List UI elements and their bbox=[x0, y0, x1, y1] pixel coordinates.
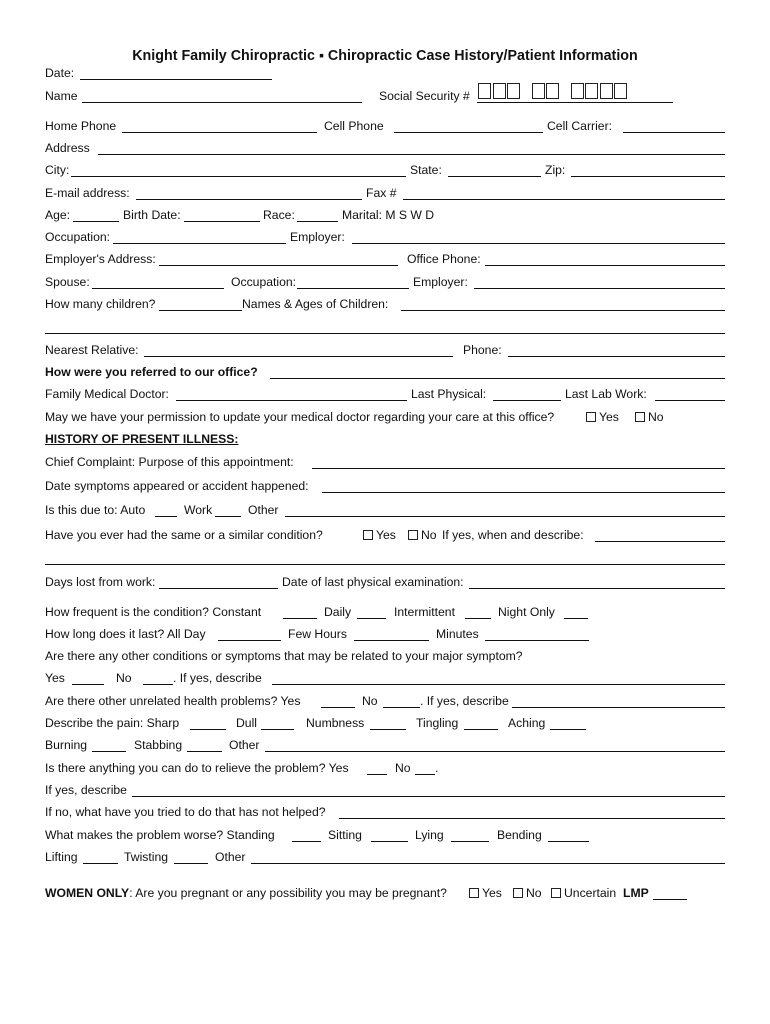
date-last-exam-field[interactable] bbox=[469, 588, 725, 589]
similar-no[interactable]: No bbox=[408, 528, 437, 542]
checkbox-icon bbox=[586, 412, 596, 422]
other-conditions-describe-field[interactable] bbox=[272, 684, 725, 685]
lmp-field[interactable] bbox=[653, 899, 687, 900]
children-names-label: Names & Ages of Children: bbox=[242, 297, 389, 311]
relative-phone-field[interactable] bbox=[508, 356, 725, 357]
dull-field[interactable] bbox=[261, 729, 294, 730]
birth-date-field[interactable] bbox=[184, 221, 260, 222]
if-yes-when-field[interactable] bbox=[595, 541, 725, 542]
dull-label: Dull bbox=[236, 716, 257, 730]
twisting-field[interactable] bbox=[174, 863, 208, 864]
unrelated-no-field[interactable] bbox=[383, 707, 420, 708]
address-field[interactable] bbox=[98, 154, 725, 155]
aching-field[interactable] bbox=[550, 729, 586, 730]
work-field[interactable] bbox=[215, 516, 241, 517]
pain-other-field[interactable] bbox=[265, 751, 725, 752]
standing-field[interactable] bbox=[292, 841, 321, 842]
employer-field[interactable] bbox=[352, 243, 725, 244]
referred-label: How were you referred to our office? bbox=[45, 365, 258, 379]
bending-field[interactable] bbox=[548, 841, 589, 842]
form-title: Knight Family Chiropractic ▪ Chiropractic Case History/Patient Information bbox=[132, 48, 638, 64]
last-physical-field[interactable] bbox=[493, 400, 561, 401]
daily-field[interactable] bbox=[357, 618, 386, 619]
unrelated-describe-label: . If yes, describe bbox=[420, 694, 509, 708]
ssn-boxes[interactable] bbox=[478, 83, 629, 102]
ssn-label: Social Security # bbox=[379, 89, 470, 103]
describe-pain-label: Describe the pain: Sharp bbox=[45, 716, 180, 730]
bending-label: Bending bbox=[497, 828, 542, 842]
due-to-other-label: Other bbox=[248, 503, 279, 517]
age-field[interactable] bbox=[73, 221, 119, 222]
other-conditions-yes-field[interactable] bbox=[72, 684, 104, 685]
referred-field[interactable] bbox=[270, 378, 725, 379]
due-to-auto-label: Is this due to: Auto bbox=[45, 503, 146, 517]
pregnant-no[interactable]: No bbox=[513, 886, 542, 900]
checkbox-icon bbox=[408, 530, 418, 540]
burning-field[interactable] bbox=[92, 751, 126, 752]
other-conditions-describe-label: . If yes, describe bbox=[173, 671, 262, 685]
pregnant-uncertain[interactable]: Uncertain bbox=[551, 886, 616, 900]
race-field[interactable] bbox=[297, 221, 338, 222]
fax-label: Fax # bbox=[366, 186, 397, 200]
pain-other-label: Other bbox=[229, 738, 260, 752]
zip-field[interactable] bbox=[571, 176, 725, 177]
lying-label: Lying bbox=[415, 828, 444, 842]
aching-label: Aching bbox=[508, 716, 546, 730]
employers-address-label: Employer's Address: bbox=[45, 252, 156, 266]
days-lost-field[interactable] bbox=[159, 588, 278, 589]
tingling-label: Tingling bbox=[416, 716, 459, 730]
email-label: E-mail address: bbox=[45, 186, 130, 200]
email-field[interactable] bbox=[136, 199, 362, 200]
if-no-tried-field[interactable] bbox=[339, 818, 725, 819]
if-yes-when-label: If yes, when and describe: bbox=[442, 528, 584, 542]
employers-address-field[interactable] bbox=[159, 265, 398, 266]
unrelated-yes-field[interactable] bbox=[321, 707, 355, 708]
state-label: State: bbox=[410, 163, 442, 177]
date-label: Date: bbox=[45, 66, 75, 80]
intermittent-label: Intermittent bbox=[394, 605, 455, 619]
permission-no[interactable]: No bbox=[635, 410, 664, 424]
unrelated-label: Are there other unrelated health problems? Yes bbox=[45, 694, 301, 708]
checkbox-icon bbox=[635, 412, 645, 422]
relieve-period: . bbox=[435, 761, 439, 775]
constant-field[interactable] bbox=[283, 618, 317, 619]
last-physical-label: Last Physical: bbox=[411, 387, 487, 401]
family-doctor-field[interactable] bbox=[176, 400, 407, 401]
office-phone-label: Office Phone: bbox=[407, 252, 481, 266]
phone-label: Phone: bbox=[463, 343, 502, 357]
sharp-field[interactable] bbox=[190, 729, 226, 730]
children-label: How many children? bbox=[45, 297, 156, 311]
spouse-field[interactable] bbox=[92, 288, 224, 289]
date-field[interactable] bbox=[80, 79, 272, 80]
occupation-field[interactable] bbox=[113, 243, 286, 244]
children-extra-line[interactable] bbox=[45, 333, 725, 334]
lying-field[interactable] bbox=[451, 841, 489, 842]
name-field[interactable] bbox=[82, 102, 362, 103]
few-hours-label: Few Hours bbox=[288, 627, 347, 641]
relieve-describe-label: If yes, describe bbox=[45, 783, 127, 797]
address-label: Address bbox=[45, 141, 90, 155]
pregnant-yes[interactable]: Yes bbox=[469, 886, 502, 900]
spouse-label: Spouse: bbox=[45, 275, 90, 289]
race-label: Race: bbox=[263, 208, 295, 222]
nearest-relative-field[interactable] bbox=[144, 356, 453, 357]
due-to-other-field[interactable] bbox=[285, 516, 725, 517]
worse-other-label: Other bbox=[215, 850, 246, 864]
how-long-label: How long does it last? All Day bbox=[45, 627, 206, 641]
minutes-label: Minutes bbox=[436, 627, 479, 641]
family-doctor-label: Family Medical Doctor: bbox=[45, 387, 169, 401]
women-only-text: WOMEN ONLY: Are you pregnant or any possibility you may be pregnant? bbox=[45, 886, 447, 900]
relieve-describe-field[interactable] bbox=[132, 796, 725, 797]
occupation-label: Occupation: bbox=[45, 230, 111, 244]
checkbox-icon bbox=[551, 888, 561, 898]
checkbox-icon bbox=[363, 530, 373, 540]
numbness-field[interactable] bbox=[370, 729, 406, 730]
home-phone-field[interactable] bbox=[122, 132, 317, 133]
checkbox-icon bbox=[469, 888, 479, 898]
how-frequent-label: How frequent is the condition? Constant bbox=[45, 605, 262, 619]
night-only-label: Night Only bbox=[498, 605, 555, 619]
worse-other-field[interactable] bbox=[251, 863, 725, 864]
home-phone-label: Home Phone bbox=[45, 119, 117, 133]
history-heading: HISTORY OF PRESENT ILLNESS: bbox=[45, 432, 239, 446]
relieve-yes-field[interactable] bbox=[367, 774, 387, 775]
other-conditions-no-label: No bbox=[116, 671, 132, 685]
other-conditions-label: Are there any other conditions or symptoms that may be related to your major symptom? bbox=[45, 649, 523, 663]
cell-carrier-field[interactable] bbox=[623, 132, 725, 133]
if-no-tried-label: If no, what have you tried to do that has not helped? bbox=[45, 805, 326, 819]
stabbing-label: Stabbing bbox=[134, 738, 183, 752]
auto-field[interactable] bbox=[155, 516, 177, 517]
permission-yes[interactable]: Yes bbox=[586, 410, 619, 424]
office-phone-field[interactable] bbox=[485, 265, 725, 266]
birth-date-label: Birth Date: bbox=[123, 208, 181, 222]
twisting-label: Twisting bbox=[124, 850, 169, 864]
chief-complaint-label: Chief Complaint: Purpose of this appointment: bbox=[45, 455, 294, 469]
permission-label: May we have your permission to update your medical doctor regarding your care at this office? bbox=[45, 410, 555, 424]
numbness-label: Numbness bbox=[306, 716, 365, 730]
days-lost-label: Days lost from work: bbox=[45, 575, 156, 589]
minutes-field[interactable] bbox=[485, 640, 589, 641]
children-count-field[interactable] bbox=[159, 310, 242, 311]
relieve-no-field[interactable] bbox=[415, 774, 435, 775]
all-day-field[interactable] bbox=[218, 640, 281, 641]
spouse-occupation-label: Occupation: bbox=[231, 275, 297, 289]
employer-label: Employer: bbox=[290, 230, 345, 244]
ssn-underline bbox=[477, 102, 673, 103]
intermittent-field[interactable] bbox=[465, 618, 491, 619]
stabbing-field[interactable] bbox=[187, 751, 222, 752]
lifting-field[interactable] bbox=[83, 863, 118, 864]
spouse-employer-label: Employer: bbox=[413, 275, 468, 289]
worse-label: What makes the problem worse? Standing bbox=[45, 828, 275, 842]
last-lab-work-field[interactable] bbox=[655, 400, 725, 401]
fax-field[interactable] bbox=[403, 199, 725, 200]
unrelated-no-label: No bbox=[362, 694, 378, 708]
relieve-label: Is there anything you can do to relieve the problem? Yes bbox=[45, 761, 349, 775]
last-lab-work-label: Last Lab Work: bbox=[565, 387, 647, 401]
other-conditions-yes-label: Yes bbox=[45, 671, 65, 685]
similar-condition-label: Have you ever had the same or a similar condition? bbox=[45, 528, 323, 542]
lmp-label: LMP bbox=[623, 886, 649, 900]
marital-label[interactable]: Marital: M S W D bbox=[342, 208, 435, 222]
lifting-label: Lifting bbox=[45, 850, 78, 864]
cell-phone-label: Cell Phone bbox=[324, 119, 384, 133]
spouse-occupation-field[interactable] bbox=[297, 288, 409, 289]
similar-yes[interactable]: Yes bbox=[363, 528, 396, 542]
city-field[interactable] bbox=[71, 176, 406, 177]
children-names-field[interactable] bbox=[401, 310, 725, 311]
burning-label: Burning bbox=[45, 738, 88, 752]
cell-carrier-label: Cell Carrier: bbox=[547, 119, 613, 133]
checkbox-icon bbox=[513, 888, 523, 898]
nearest-relative-label: Nearest Relative: bbox=[45, 343, 139, 357]
cell-phone-field[interactable] bbox=[394, 132, 543, 133]
zip-label: Zip: bbox=[545, 163, 566, 177]
due-to-work-label: Work bbox=[184, 503, 213, 517]
other-conditions-no-field[interactable] bbox=[143, 684, 173, 685]
date-symptoms-field[interactable] bbox=[322, 492, 725, 493]
sitting-label: Sitting bbox=[328, 828, 362, 842]
name-label: Name bbox=[45, 89, 78, 103]
date-last-exam-label: Date of last physical examination: bbox=[282, 575, 464, 589]
tingling-field[interactable] bbox=[464, 729, 498, 730]
age-label: Age: bbox=[45, 208, 71, 222]
night-only-field[interactable] bbox=[564, 618, 588, 619]
relieve-no-label: No bbox=[395, 761, 411, 775]
few-hours-field[interactable] bbox=[354, 640, 429, 641]
city-label: City: bbox=[45, 163, 70, 177]
daily-label: Daily bbox=[324, 605, 352, 619]
state-field[interactable] bbox=[448, 176, 541, 177]
similar-extra-line[interactable] bbox=[45, 564, 725, 565]
date-symptoms-label: Date symptoms appeared or accident happened: bbox=[45, 479, 309, 493]
spouse-employer-field[interactable] bbox=[474, 288, 725, 289]
chief-complaint-field[interactable] bbox=[312, 468, 725, 469]
sitting-field[interactable] bbox=[371, 841, 408, 842]
unrelated-describe-field[interactable] bbox=[512, 707, 725, 708]
